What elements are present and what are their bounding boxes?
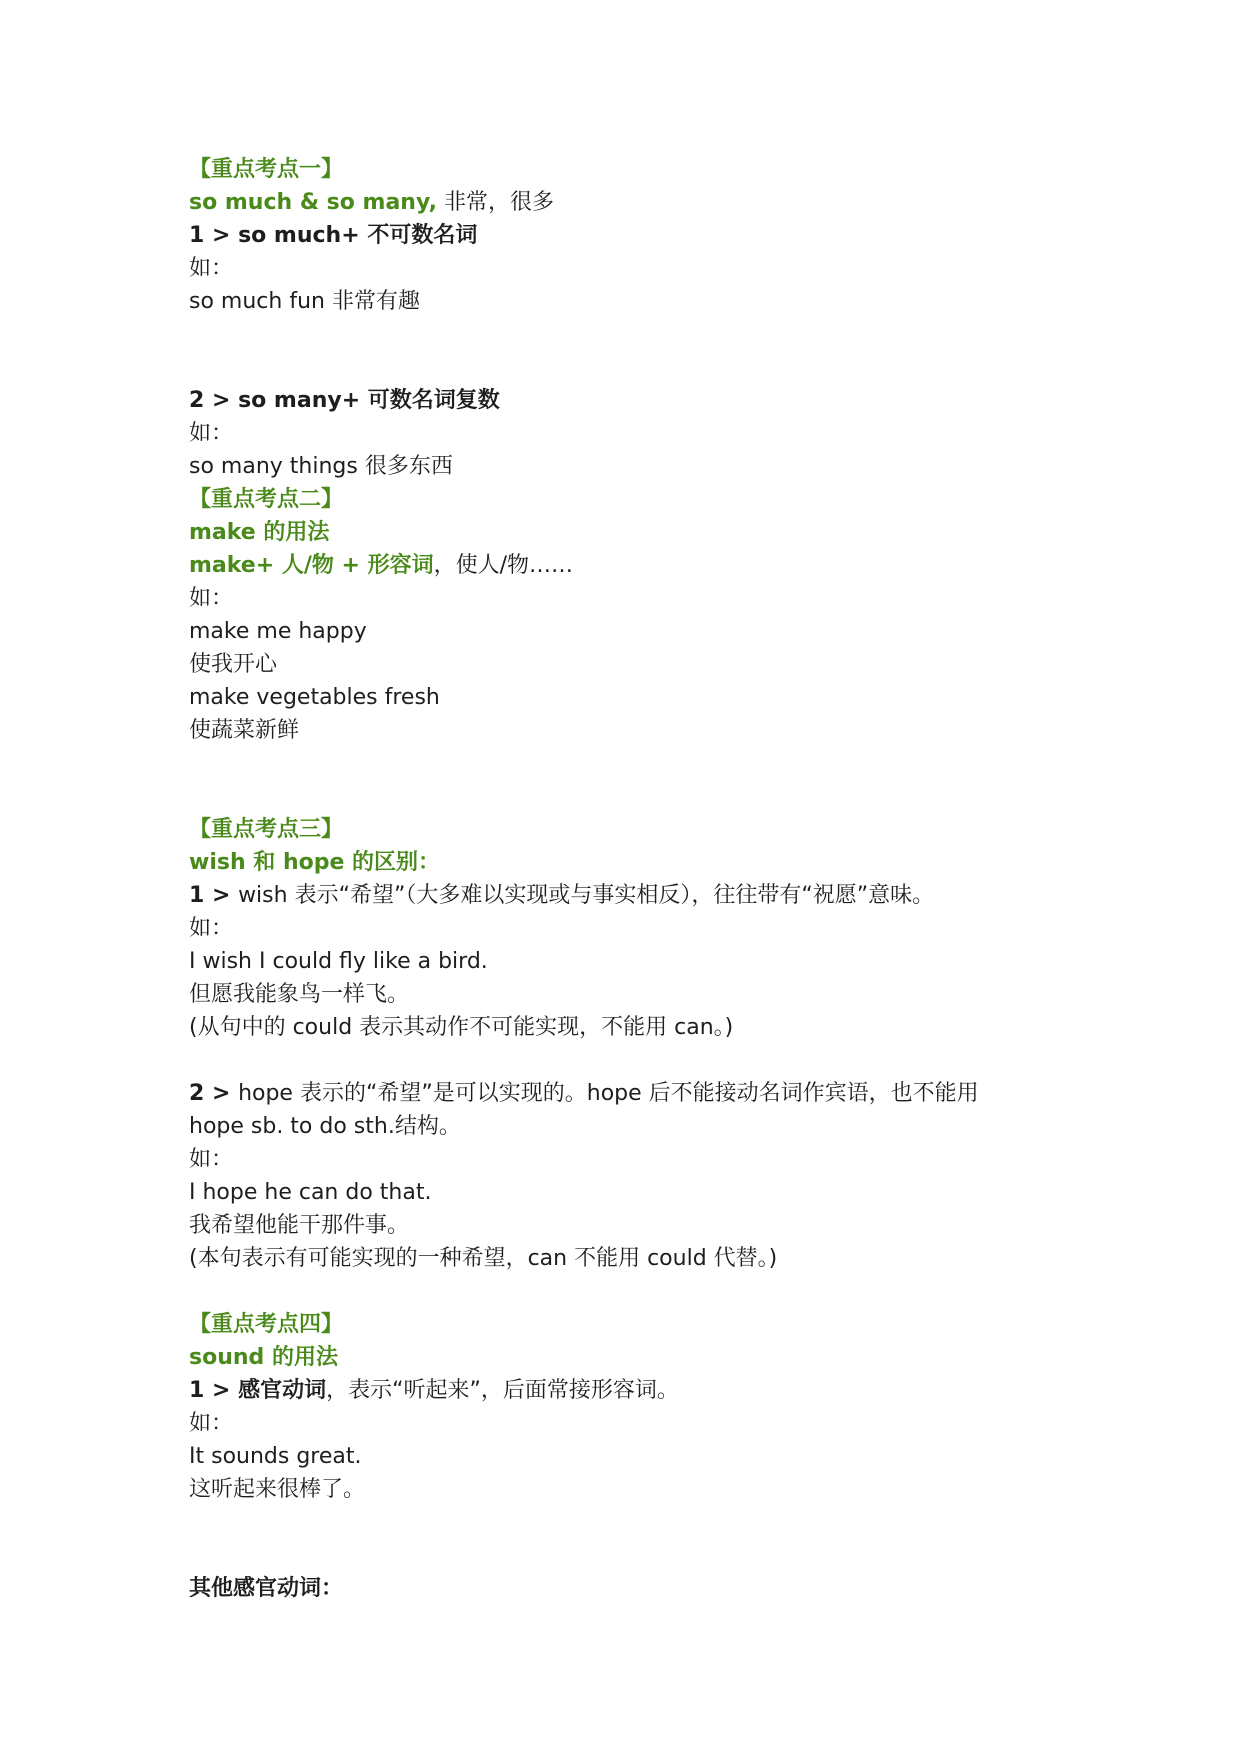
section2-rule [189, 549, 1069, 582]
blank-gap [189, 318, 1069, 384]
section2-rule-green: make+ 人/物 + 形容词 [189, 553, 434, 578]
section4-heading: 【重点考点四】 [189, 1312, 344, 1337]
blank-gap [189, 1044, 1069, 1077]
section3-ex1-cn: 但愿我能象鸟一样飞。 [189, 982, 410, 1007]
section1-title-green: so much & so many, [189, 190, 437, 215]
section1-example-b: so many things 很多东西 [189, 454, 453, 479]
blank-gap [189, 1275, 1069, 1308]
section3-point2-num: 2 > [189, 1081, 239, 1106]
section3-title: wish 和 hope 的区别： [189, 850, 441, 875]
section4-point1 [189, 1374, 1069, 1407]
section3-point1 [189, 879, 1069, 912]
blank-gap [189, 1506, 1069, 1572]
section1-heading: 【重点考点一】 [189, 157, 344, 182]
section1-title [189, 186, 1069, 219]
section3-ex1-note: (从句中的 could 表示其动作不可能实现，不能用 can。) [189, 1015, 734, 1040]
section2-ex2-cn: 使蔬菜新鲜 [189, 718, 300, 743]
section3-point2-a [189, 1077, 1069, 1110]
section4-other: 其他感官动词： [189, 1576, 344, 1601]
section1-example-label-b: 如： [189, 421, 234, 446]
section3-example-label-b: 如： [189, 1147, 234, 1172]
section1-point1-num: 1 > [189, 223, 239, 248]
section4-ex1-en: It sounds great. [189, 1444, 362, 1469]
section1-example-a: so much fun 非常有趣 [189, 289, 420, 314]
section2-title: make 的用法 [189, 520, 330, 545]
section4-point1-rest: ，表示“听起来”，后面常接形容词。 [326, 1378, 679, 1403]
section3-heading: 【重点考点三】 [189, 817, 344, 842]
section3-example-label-a: 如： [189, 916, 234, 941]
document-content [189, 153, 1069, 1605]
section3-point1-num: 1 > [189, 883, 239, 908]
section4-title: sound 的用法 [189, 1345, 338, 1370]
section1-point2 [189, 384, 1069, 417]
section4-point1-bold: 感官动词 [238, 1378, 327, 1403]
section3-point2-text-a: hope 表示的“希望”是可以实现的。hope 后不能接动名词作宾语，也不能用 [238, 1081, 979, 1106]
section4-ex1-cn: 这听起来很棒了。 [189, 1477, 366, 1502]
section3-ex2-note: (本句表示有可能实现的一种希望，can 不能用 could 代替。) [189, 1246, 778, 1271]
section3-point2-b: hope sb. to do sth.结构。 [189, 1114, 461, 1139]
section2-ex1-cn: 使我开心 [189, 652, 278, 677]
section4-point1-num: 1 > [189, 1378, 239, 1403]
section2-heading: 【重点考点二】 [189, 487, 344, 512]
section3-ex1-en: I wish I could fly like a bird. [189, 949, 488, 974]
section2-ex2-en: make vegetables fresh [189, 685, 440, 710]
section4-example-label: 如： [189, 1411, 234, 1436]
section2-example-label: 如： [189, 586, 234, 611]
section2-ex1-en: make me happy [189, 619, 367, 644]
section2-rule-rest: ，使人/物…… [433, 553, 574, 578]
blank-gap [189, 747, 1069, 813]
section3-ex2-cn: 我希望他能干那件事。 [189, 1213, 410, 1238]
section1-point1 [189, 219, 1069, 252]
section1-example-label-a: 如： [189, 256, 234, 281]
section3-point1-text: wish 表示“希望”（大多难以实现或与事实相反），往往带有“祝愿”意味。 [238, 883, 935, 908]
section1-point2-num: 2 > [189, 388, 239, 413]
section3-ex2-en: I hope he can do that. [189, 1180, 432, 1205]
section1-title-rest: 非常，很多 [436, 190, 554, 215]
section1-point2-text: so many+ 可数名词复数 [238, 388, 500, 413]
section1-point1-text: so much+ 不可数名词 [238, 223, 478, 248]
